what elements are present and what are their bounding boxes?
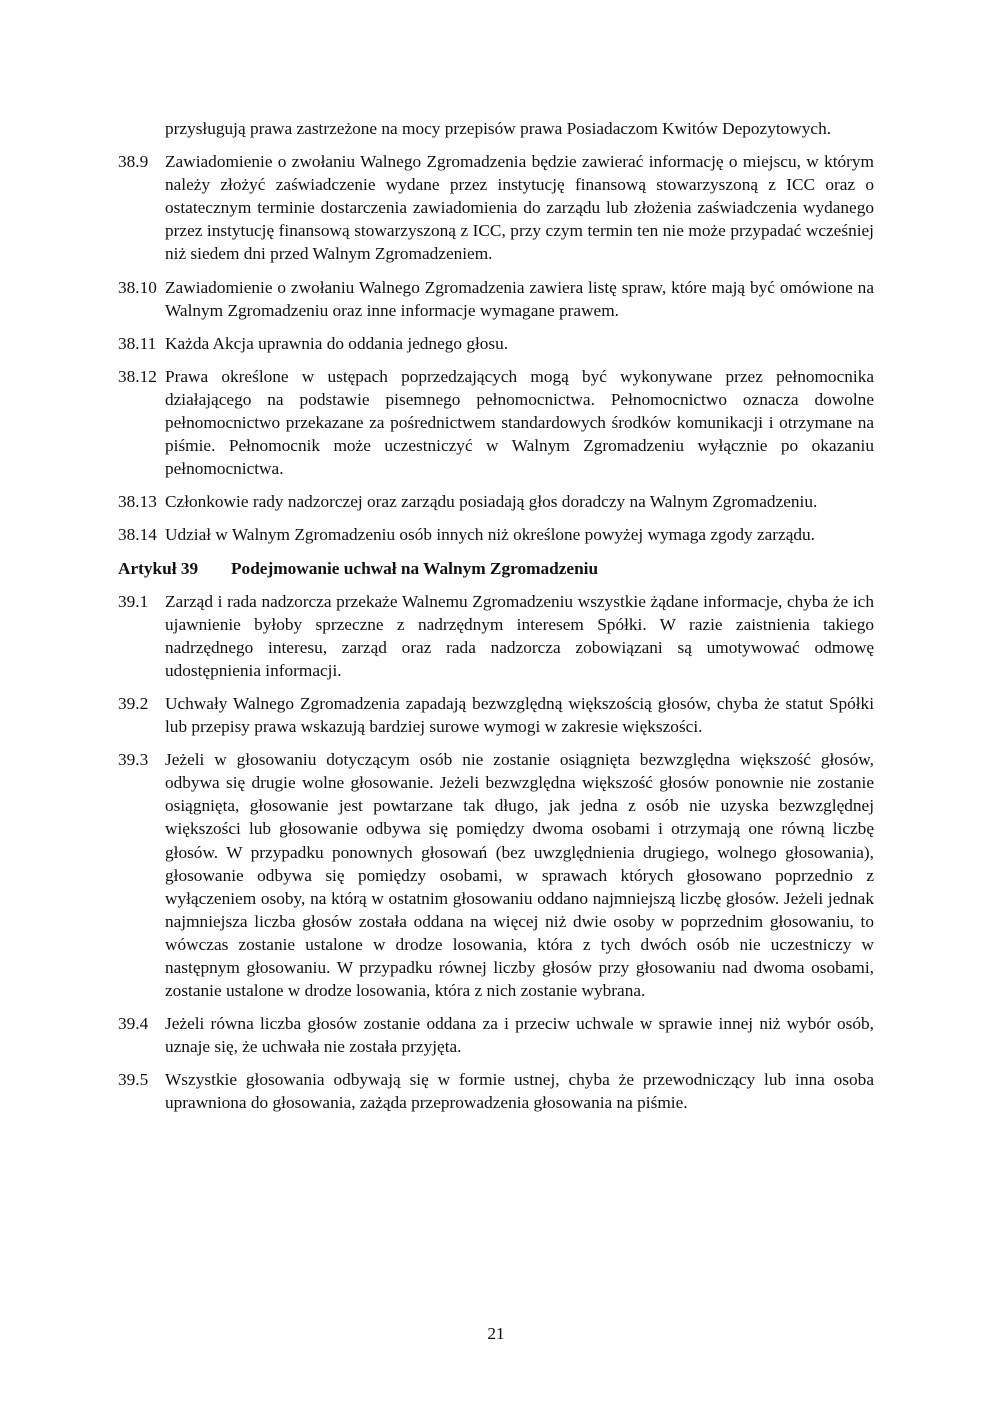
article-number: Artykuł 39 xyxy=(118,558,199,578)
section-text: Członkowie rady nadzorczej oraz zarządu posiadają głos doradczy na Walnym Zgromadzeniu. xyxy=(165,492,818,512)
section-39-2 xyxy=(118,692,874,738)
section-39-1 xyxy=(118,590,874,682)
article-heading xyxy=(118,557,874,580)
section-text: Wszystkie głosowania odbywają się w formie ustnej, chyba że przewodniczący lub inna osoba uprawniona do głosowania, zażąda przeprowadzenia głosowania na piśmie. xyxy=(165,1070,874,1113)
section-38-9 xyxy=(118,150,874,265)
section-39-3 xyxy=(118,748,874,1002)
section-number: 38.12 xyxy=(118,366,157,386)
section-text: Uchwały Walnego Zgromadzenia zapadają bezwzględną większością głosów, chyba że statut Spółki lub przepisy prawa wskazują bardziej surowe wymogi w zakresie większości. xyxy=(165,693,874,737)
section-text: Zawiadomienie o zwołaniu Walnego Zgromadzenia będzie zawierać informację o miejscu, w którym należy złożyć zaświadczenie wydane przez instytucję finansową stowarzyszoną z ICC oraz o ostatecznym terminie dostarczenia zawiadomienia do zarządu lub złożenia zaświadczenia wydanego przez instytucję finansową stowarzyszoną z ICC, przy czym termin ten nie może przypadać wcześniej niż siedem dni przed Walnym Zgromadzeniem. xyxy=(165,152,874,264)
section-38-10 xyxy=(118,276,874,322)
section-text: Każda Akcja uprawnia do oddania jednego głosu. xyxy=(165,333,509,353)
section-38-12 xyxy=(118,365,874,480)
section-38-11 xyxy=(118,332,874,355)
section-text: Jeżeli równa liczba głosów zostanie oddana za i przeciw uchwale w sprawie innej niż wybór osób, uznaje się, że uchwała nie została przyjęta. xyxy=(165,1014,874,1057)
section-text: Prawa określone w ustępach poprzedzających mogą być wykonywane przez pełnomocnika działającego na podstawie pisemnego pełnomocnictwa. Pełnomocnictwo oznacza dowolne pełnomocnictwo przekazane za pośrednictwem standardowych środków komunikacji i otrzymane na piśmie. Pełnomocnik może uczestniczyć w Walnym Zgromadzeniu wyłącznie po okazaniu pełnomocnictwa. xyxy=(165,366,874,479)
section-38-14 xyxy=(118,523,874,546)
section-number: 39.5 xyxy=(118,1070,149,1090)
section-number: 38.9 xyxy=(118,152,149,172)
section-number: 38.10 xyxy=(118,277,157,297)
section-number: 38.11 xyxy=(118,333,157,353)
section-38-13 xyxy=(118,490,874,513)
continuation-paragraph: przysługują prawa zastrzeżone na mocy przepisów prawa Posiadaczom Kwitów Depozytowych. xyxy=(165,119,832,138)
article-title: Podejmowanie uchwał na Walnym Zgromadzeniu xyxy=(231,558,599,578)
section-number: 39.3 xyxy=(118,750,149,770)
section-number: 38.14 xyxy=(118,525,157,545)
section-text: Zawiadomienie o zwołaniu Walnego Zgromadzenia zawiera listę spraw, które mają być omówione na Walnym Zgromadzeniu oraz inne informacje wymagane prawem. xyxy=(165,277,874,320)
section-39-5 xyxy=(118,1068,874,1114)
section-39-4 xyxy=(118,1012,874,1058)
section-text: Jeżeli w głosowaniu dotyczącym osób nie zostanie osiągnięta bezwzględna większość głosów, odbywa się drugie wolne głosowanie. Jeżeli bezwzględna większość głosów ponownie nie zostanie osiągnięta, głosowanie jest powtarzane tak długo, jak jedna z osób nie uzyska bezwzględnej większości lub głosowanie odbywa się pomiędzy dwoma osobami i otrzymają one równą liczbę głosów. W przypadku ponownych głosowań (bez uwzględnienia drugiego, wolnego głosowania), głosowanie odbywa się pomiędzy osobami, w sprawach których głosowano poprzednio z wyłączeniem osoby, na którą w ostatnim głosowaniu oddano najmniejszą liczbę głosów. Jeżeli jednak najmniejsza liczba głosów została oddana na więcej niż dwie osoby w poprzednim głosowaniu, to wówczas zostanie ustalone w drodze losowania, która z tych dwóch osób nie uczestniczy w następnym głosowaniu. W przypadku równej liczby głosów przy głosowaniu nad dwoma osobami, zostanie ustalone w drodze losowania, która z nich zostanie wybrana. xyxy=(165,750,874,1001)
section-number: 39.2 xyxy=(118,693,149,713)
section-text: Zarząd i rada nadzorcza przekaże Walnemu Zgromadzeniu wszystkie żądane informacje, chyba że ich ujawnienie byłoby sprzeczne z nadrzędnym interesem Spółki. W razie zaistnienia takiego nadrzędnego interesu, zarząd oraz rada nadzorcza zobowiązani są umotywować odmowę udostępnienia informacji. xyxy=(165,591,874,680)
page-content xyxy=(118,117,874,1125)
page-number: 21 xyxy=(487,1324,505,1343)
section-number: 39.1 xyxy=(118,591,149,611)
section-text: Udział w Walnym Zgromadzeniu osób innych niż określone powyżej wymaga zgody zarządu. xyxy=(165,525,815,545)
section-number: 38.13 xyxy=(118,492,157,512)
section-number: 39.4 xyxy=(118,1014,149,1034)
